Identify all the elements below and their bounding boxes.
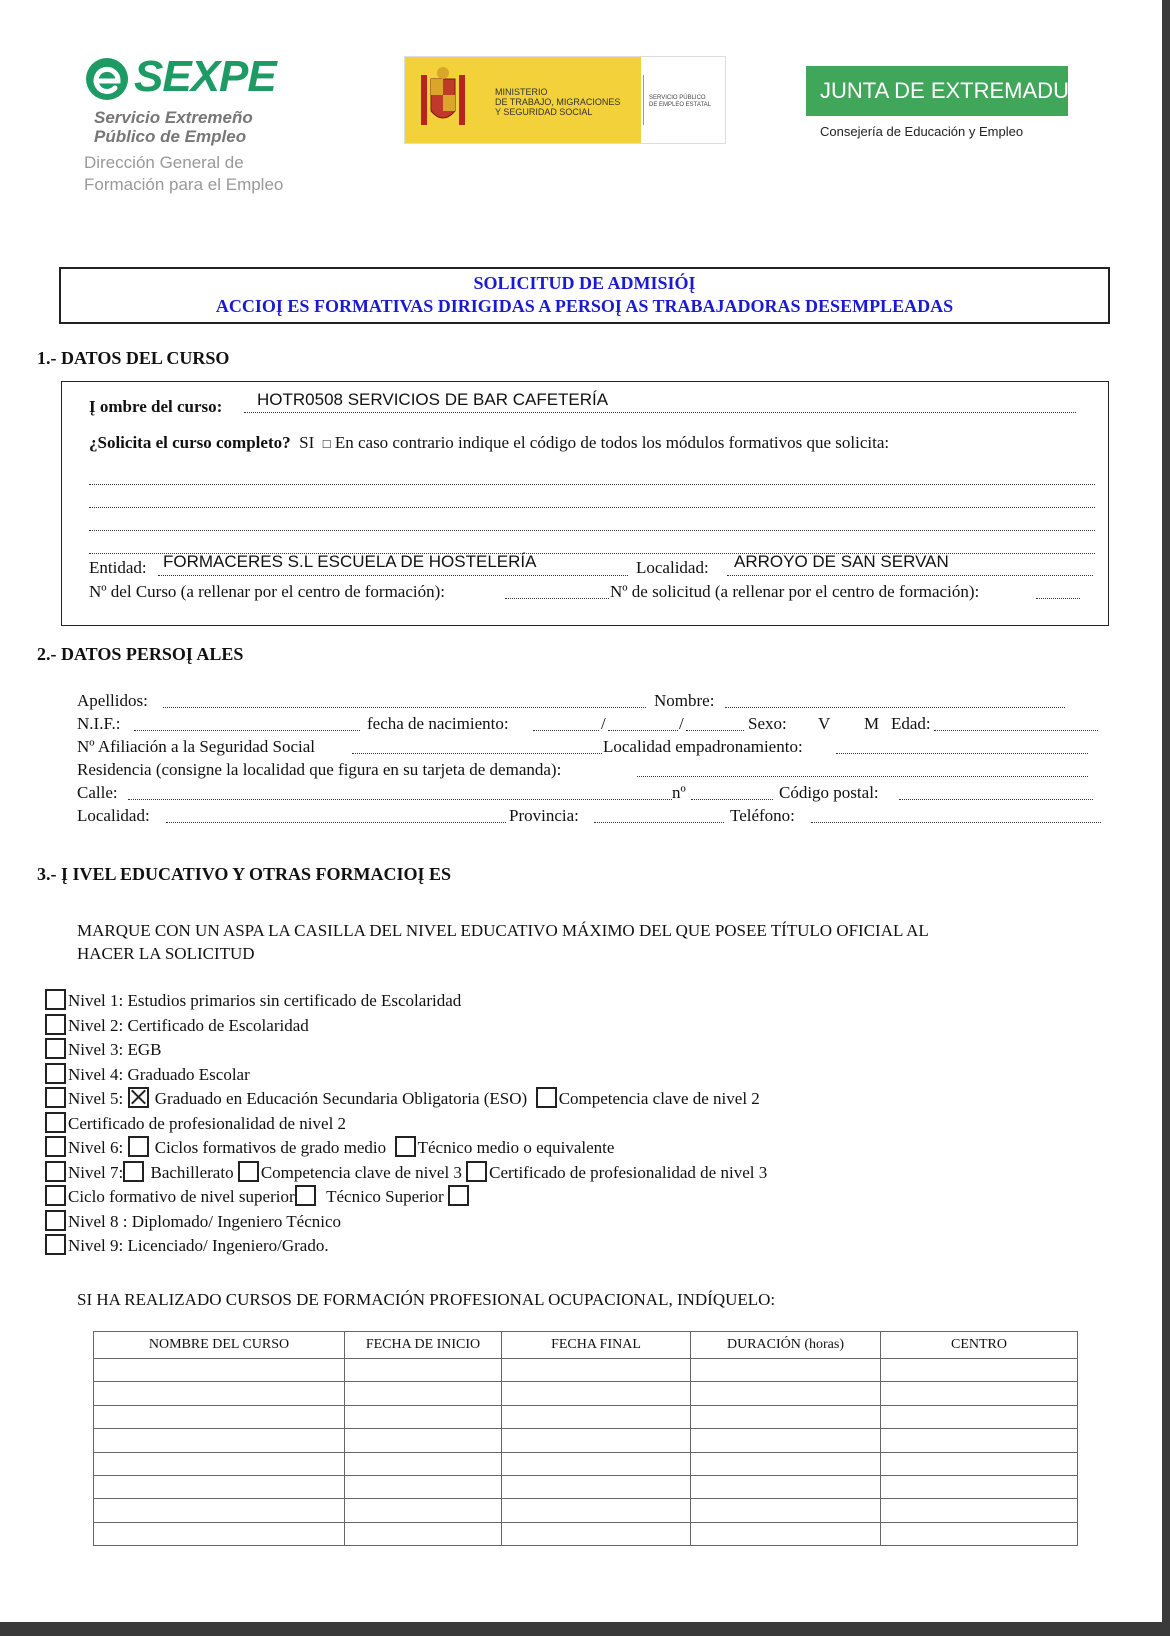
table-row: [94, 1429, 1078, 1452]
consejeria-text: Consejería de Educación y Empleo: [820, 124, 1024, 139]
nivel-2-row: Nivel 2: Certificado de Escolaridad: [45, 1014, 767, 1039]
ciclo-medio-checkbox[interactable]: [128, 1136, 149, 1157]
ministerio-logo: [404, 56, 726, 144]
apellidos-label: Apellidos:: [77, 691, 148, 710]
nif-label: N.I.F.:: [77, 714, 121, 733]
table-row: [94, 1475, 1078, 1498]
title-box: [59, 267, 1110, 324]
nivel-3-checkbox[interactable]: [45, 1038, 66, 1059]
section2-heading: 2.- DATOS PERSOĮ ALES: [37, 644, 244, 664]
sexpe-subtitle-2: Público de Empleo: [94, 127, 247, 146]
codigo-postal-label: Código postal:: [779, 783, 879, 802]
localidad-curso-value[interactable]: ARROYO DE SAN SERVAN: [734, 552, 949, 571]
solicita-completo-row: ¿Solicita el curso completo? SI □ En caso contrario indique el código de todos los módulos formativos que solicita:: [89, 433, 890, 452]
nivel-3-row: Nivel 3: EGB: [45, 1038, 767, 1063]
coat-of-arms-icon: [417, 65, 469, 135]
ncurso-label: Nº del Curso (a rellenar por el centro de formación):: [89, 582, 445, 601]
nivel-1-row: Nivel 1: Estudios primarios sin certificado de Escolaridad: [45, 989, 767, 1014]
sexo-v-option[interactable]: V: [818, 714, 831, 733]
localidad-curso-label: Localidad:: [636, 558, 709, 577]
solicita-si-checkbox[interactable]: □: [322, 436, 331, 451]
cert-3-checkbox[interactable]: [466, 1161, 487, 1182]
junta-logo: JUNTA DE EXTREMADURA: [806, 66, 1068, 116]
cert-2-checkbox[interactable]: [45, 1112, 66, 1133]
eso-checkbox-checked[interactable]: [128, 1087, 149, 1108]
telefono-label: Teléfono:: [730, 806, 795, 825]
residencia-label: Residencia (consigne la localidad que figura en su tarjeta de demanda):: [77, 760, 562, 779]
fecha-nacimiento-label: fecha de nacimiento:: [367, 714, 509, 733]
provincia-label: Provincia:: [509, 806, 579, 825]
nivel-9-checkbox[interactable]: [45, 1234, 66, 1255]
col-duracion: DURACIÓN (horas): [691, 1332, 881, 1359]
ciclo-superior-checkbox[interactable]: [45, 1185, 66, 1206]
localidad-label: Localidad:: [77, 806, 150, 825]
section1-heading: 1.- DATOS DEL CURSO: [37, 348, 230, 368]
nivel-2-checkbox[interactable]: [45, 1014, 66, 1035]
form-page: SEXPE Servicio Extremeño Público de Empleo Dirección General de Formación para el Empleo MINISTERIO DE TRABAJO, MIGRACIONES Y SEGURIDAD SOCIAL SERVICIO PÚBLICO DE EMPLEO ESTATAL JUNTA DE EXTREMADURA Consejería de Educación y Empleo SOLICITUD DE ADMISIÓĮ ACCIOĮ ES FORMATIVAS DIRIGIDAS A PERSOĮ AS TRABAJADORAS DESEMPLEADAS 1.- DATOS DEL CURSO Į ombre del curso: HOTR0508 SERVICIOS DE BAR CAFETERÍA ¿Solicita el curso completo? SI □ En caso contrario indique el código de todos los módulos formativos que solicita: Entidad: FORMACERES S.L ESCUELA DE HOSTELERÍA Localidad: ARROYO DE SAN SERVAN Nº del Curso (a rellenar por el centro de formación): Nº de solicitud (a rellenar por el centro de formación): 2.- DATOS PERSOĮ ALES Apellidos: Nombre: N.I.F.: fecha de nacimiento: / / Sexo: V M Edad: Nº Afiliación a la Seguridad Social Localidad empadronamiento: Residencia (consigne la localidad que figura en su tarjeta de demanda): Calle: nº Código postal: Localidad: Provincia: Teléfono: 3.- Į IVEL EDUCATIVO Y OTRAS FORMACIOĮ ES MARQUE CON UN ASPA LA CASILLA DEL NIVEL EDUCATIVO MÁXIMO DEL QUE POSEE TÍTULO OFICIAL AL HACER LA SOLICITUD Nivel 1: Estudios primarios sin certificado de Escolaridad Nivel 2: Certificado de Escolaridad Nivel 3: EGB Nivel 4: Graduado Escolar Nivel 5: Graduado en Educación Secundaria Obligatoria (ESO) Competencia clave de nivel 2 Certificado de profesionalidad de nivel 2 Nivel 6: Ciclos formativos de grado medio Técnico medio o equivalente Nivel 7: Bachillerato Competencia clave de nivel 3 Certificado de profesionalidad de nivel 3 Ciclo formativo de nivel superior Técnico Superior Nivel 8 : Diplomado/ Ingeniero Técnico Nivel 9: Licenciado/ Ingeniero/Grado. SI HA REALIZADO CURSOS DE FORMACIÓN PROFESIONAL OCUPACIONAL, INDÍQUELO: NOMBRE DEL CURSO FECHA DE INICIO FECHA FINAL DURACIÓN (horas) CENTRO: [0, 0, 1162, 1622]
sexpe-wordmark: SEXPE: [134, 52, 276, 101]
bachillerato-checkbox[interactable]: [123, 1161, 144, 1182]
title-line-2: ACCIOĮ ES FORMATIVAS DIRIGIDAS A PERSOĮ AS TRABAJADORAS DESEMPLEADAS: [215, 296, 954, 316]
afiliacion-label: Nº Afiliación a la Seguridad Social: [77, 737, 316, 756]
table-row: [94, 1452, 1078, 1475]
localidad-empadronamiento-label: Localidad empadronamiento:: [603, 737, 803, 756]
instruction-line-1: MARQUE CON UN ASPA LA CASILLA DEL NIVEL EDUCATIVO MÁXIMO DEL QUE POSEE TÍTULO OFICIAL AL: [77, 921, 929, 940]
numero-label: nº: [672, 783, 686, 802]
nivel-1-checkbox[interactable]: [45, 989, 66, 1010]
table-header-row: [94, 1332, 1078, 1359]
nivel-8-checkbox[interactable]: [45, 1210, 66, 1231]
nivel-list: [45, 989, 767, 1259]
cursos-heading: SI HA REALIZADO CURSOS DE FORMACIÓN PROFESIONAL OCUPACIONAL, INDÍQUELO:: [77, 1290, 776, 1309]
section3-heading: 3.- Į IVEL EDUCATIVO Y OTRAS FORMACIOĮ ES: [37, 864, 452, 884]
sexpe-subtitle-1: Servicio Extremeño: [94, 108, 253, 127]
nivel-7-checkbox[interactable]: [45, 1161, 66, 1182]
direccion-line-2: Formación para el Empleo: [84, 175, 284, 194]
ministerio-text: MINISTERIO DE TRABAJO, MIGRACIONES Y SEGURIDAD SOCIAL: [495, 87, 621, 117]
cert-2-row: Certificado de profesionalidad de nivel 2: [45, 1112, 767, 1137]
cursos-table: [93, 1331, 1078, 1546]
nivel-4-checkbox[interactable]: [45, 1063, 66, 1084]
competencia-2-checkbox[interactable]: [536, 1087, 557, 1108]
table-row: [94, 1522, 1078, 1545]
direccion-line-1: Dirección General de: [84, 153, 244, 172]
sepe-text: SERVICIO PÚBLICO DE EMPLEO ESTATAL: [649, 95, 712, 108]
nivel-6-row: Nivel 6: Ciclos formativos de grado medio Técnico medio o equivalente: [45, 1136, 767, 1161]
ciclo-superior-2-checkbox[interactable]: [295, 1185, 316, 1206]
col-nombre-curso: NOMBRE DEL CURSO: [94, 1332, 345, 1359]
ciclo-superior-row: Ciclo formativo de nivel superior Técnico Superior: [45, 1185, 767, 1210]
instruction-line-2: HACER LA SOLICITUD: [77, 944, 255, 963]
table-row: [94, 1499, 1078, 1522]
calle-label: Calle:: [77, 783, 118, 802]
sexpe-e-icon: [84, 56, 130, 102]
tecnico-medio-checkbox[interactable]: [395, 1136, 416, 1157]
col-fecha-final: FECHA FINAL: [502, 1332, 691, 1359]
nombre-curso-label: Į ombre del curso:: [89, 397, 223, 416]
nombre-curso-value[interactable]: HOTR0508 SERVICIOS DE BAR CAFETERÍA: [257, 390, 609, 409]
table-row: [94, 1405, 1078, 1428]
edad-label: Edad:: [891, 714, 931, 733]
table-row: [94, 1382, 1078, 1405]
sexo-label: Sexo:: [748, 714, 787, 733]
tecnico-superior-checkbox[interactable]: [448, 1185, 469, 1206]
nivel-5-row: Nivel 5: Graduado en Educación Secundaria Obligatoria (ESO) Competencia clave de nivel 2: [45, 1087, 767, 1112]
nsolicitud-label: Nº de solicitud (a rellenar por el centro de formación):: [610, 582, 980, 601]
sexo-m-option[interactable]: M: [864, 714, 880, 733]
nivel-8-row: Nivel 8 : Diplomado/ Ingeniero Técnico: [45, 1210, 767, 1235]
nivel-7-row: Nivel 7: Bachillerato Competencia clave de nivel 3 Certificado de profesionalidad de nivel 3: [45, 1161, 767, 1186]
table-row: [94, 1359, 1078, 1382]
entidad-value[interactable]: FORMACERES S.L ESCUELA DE HOSTELERÍA: [163, 552, 537, 571]
nivel-5-checkbox[interactable]: [45, 1087, 66, 1108]
title-line-1: SOLICITUD DE ADMISIÓĮ: [473, 273, 696, 293]
competencia-3-checkbox[interactable]: [238, 1161, 259, 1182]
col-centro: CENTRO: [881, 1332, 1078, 1359]
nombre-label: Nombre:: [654, 691, 715, 710]
nivel-9-row: Nivel 9: Licenciado/ Ingeniero/Grado.: [45, 1234, 767, 1259]
nivel-6-checkbox[interactable]: [45, 1136, 66, 1157]
entidad-label: Entidad:: [89, 558, 147, 577]
col-fecha-inicio: FECHA DE INICIO: [345, 1332, 502, 1359]
nivel-4-row: Nivel 4: Graduado Escolar: [45, 1063, 767, 1088]
